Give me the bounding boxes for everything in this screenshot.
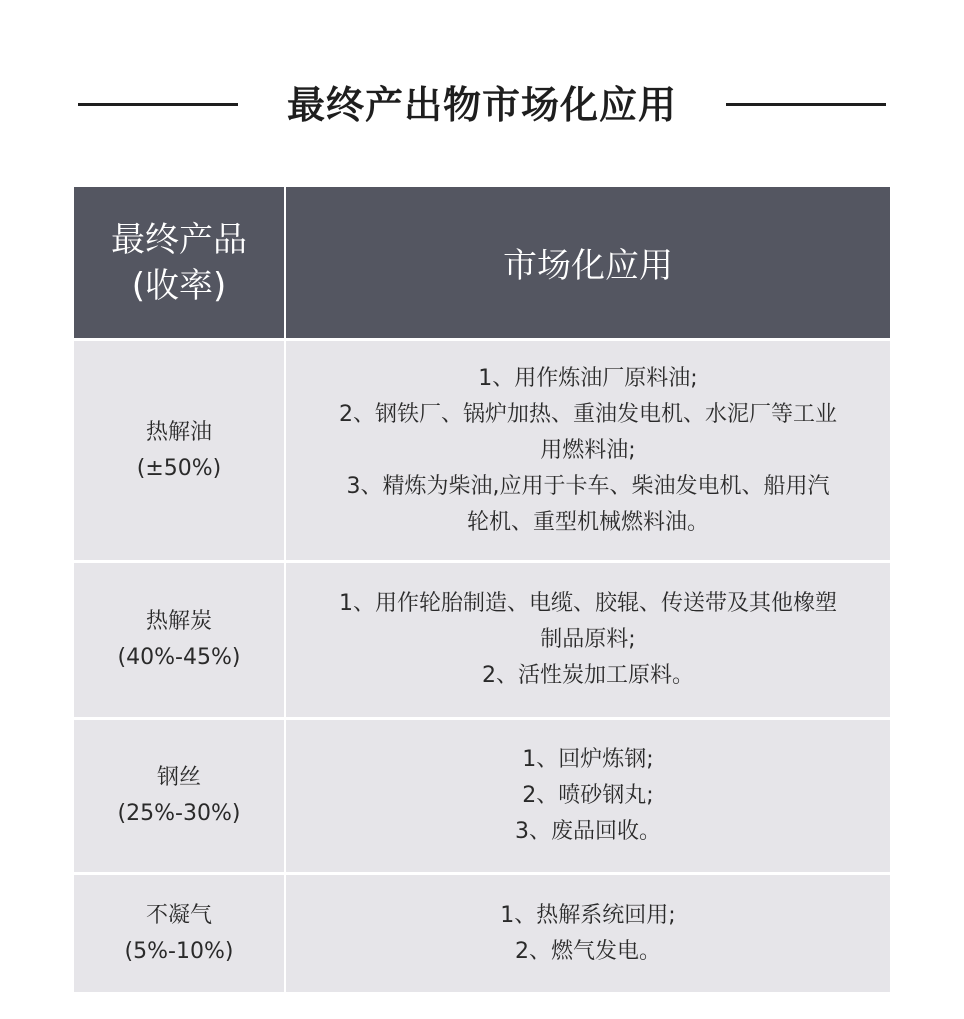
product-yield: (25%-30%) — [117, 801, 241, 826]
application-cell — [286, 341, 890, 560]
application-line: 2、钢铁厂、锅炉加热、重油发电机、水泥厂等工业 — [339, 401, 837, 427]
application-cell — [286, 720, 890, 872]
title-row — [0, 78, 964, 132]
table-row-noncondensable-gas — [74, 872, 890, 992]
application-line: 1、用作炼油厂原料油; — [478, 365, 698, 391]
application-line: 2、喷砂钢丸; — [522, 783, 654, 808]
application-line: 1、用作轮胎制造、电缆、胶辊、传送带及其他橡塑 — [339, 591, 837, 616]
table-row-steel-wire — [74, 717, 890, 872]
header-product-cell — [74, 187, 286, 338]
table-row-pyrolysis-carbon — [74, 560, 890, 717]
product-yield: (40%-45%) — [117, 645, 241, 670]
header-application-label: 市场化应用 — [503, 246, 673, 286]
header-yield-label: (收率) — [131, 265, 227, 306]
header-application-cell — [286, 187, 890, 338]
application-line: 2、活性炭加工原料。 — [482, 663, 694, 688]
application-line: 3、精炼为柴油,应用于卡车、柴油发电机、船用汽 — [346, 473, 830, 499]
header-product-label: 最终产品 — [111, 219, 247, 260]
product-name: 钢丝 — [156, 765, 201, 790]
application-cell — [286, 875, 890, 992]
product-cell — [74, 875, 286, 992]
application-line: 3、废品回收。 — [515, 819, 661, 844]
application-cell — [286, 563, 890, 717]
product-name: 热解油 — [145, 419, 212, 445]
application-line: 用燃料油; — [540, 437, 636, 463]
title-left-rule — [78, 103, 238, 106]
product-yield: (±50%) — [136, 455, 222, 481]
application-line: 1、回炉炼钢; — [522, 747, 654, 772]
product-name: 热解炭 — [145, 609, 212, 634]
title-right-rule — [726, 103, 886, 106]
product-application-table — [74, 187, 890, 992]
product-cell — [74, 563, 286, 717]
page-title: 最终产出物市场化应用 — [286, 83, 677, 127]
product-name: 不凝气 — [145, 902, 212, 928]
application-line: 1、热解系统回用; — [500, 902, 676, 928]
application-line: 轮机、重型机械燃料油。 — [466, 509, 709, 535]
table-header — [74, 187, 890, 338]
application-line: 制品原料; — [540, 627, 636, 652]
application-line: 2、燃气发电。 — [515, 938, 661, 964]
product-cell — [74, 720, 286, 872]
product-yield: (5%-10%) — [124, 938, 234, 964]
product-cell — [74, 341, 286, 560]
table-row-pyrolysis-oil — [74, 338, 890, 560]
